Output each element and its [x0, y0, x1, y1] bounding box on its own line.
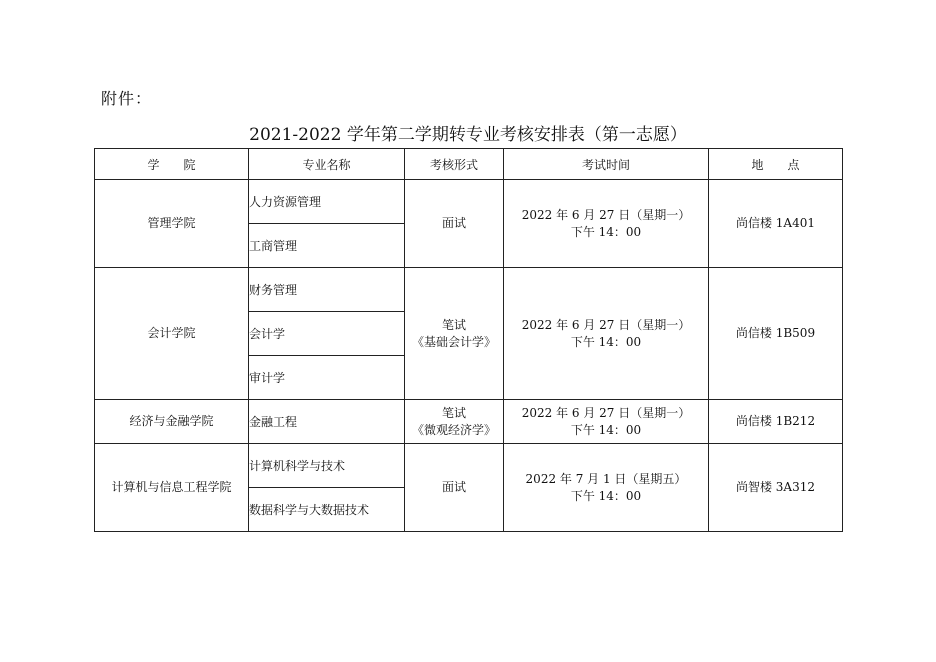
exam-form-cell: [405, 268, 504, 400]
table-header-row: [95, 149, 843, 180]
table-row: [95, 180, 843, 224]
exam-hour: 下午 14：00: [570, 488, 642, 503]
exam-form-text: 面试: [441, 216, 466, 230]
attachment-label: 附件：: [101, 89, 153, 108]
exam-form-cell: [405, 180, 504, 268]
exam-form-text: 面试: [441, 480, 466, 494]
major-cell: 审计学: [249, 356, 405, 400]
exam-hour: 下午 14：00: [570, 334, 642, 349]
major-cell: 人力资源管理: [249, 180, 405, 224]
header-major: 专业名称: [249, 149, 405, 180]
location-cell: 尚信楼 1A401: [709, 180, 843, 268]
major-cell: 数据科学与大数据技术: [249, 488, 405, 532]
exam-time-cell: [504, 400, 709, 444]
location-cell: 尚智楼 3A312: [709, 444, 843, 532]
exam-form-cell: [405, 444, 504, 532]
exam-date: 2022 年 6 月 27 日（星期一）: [521, 317, 691, 332]
major-cell: 会计学: [249, 312, 405, 356]
exam-form-cell: [405, 400, 504, 444]
table-row: [95, 400, 843, 444]
major-cell: 计算机科学与技术: [249, 444, 405, 488]
exam-hour: 下午 14：00: [570, 224, 642, 239]
exam-time-cell: [504, 444, 709, 532]
header-exam-time: 考试时间: [504, 149, 709, 180]
exam-form-text: 笔试: [441, 405, 466, 420]
major-cell: 财务管理: [249, 268, 405, 312]
table-row: [95, 268, 843, 312]
header-exam-form: 考核形式: [405, 149, 504, 180]
location-cell: 尚信楼 1B509: [709, 268, 843, 400]
header-college: 学 院: [95, 149, 249, 180]
major-cell: 金融工程: [249, 400, 405, 444]
location-cell: 尚信楼 1B212: [709, 400, 843, 444]
exam-subject: 《基础会计学》: [411, 334, 496, 349]
exam-hour: 下午 14：00: [570, 422, 642, 437]
major-cell: 工商管理: [249, 224, 405, 268]
college-cell: 会计学院: [95, 268, 249, 400]
exam-time-cell: [504, 268, 709, 400]
exam-time-cell: [504, 180, 709, 268]
college-cell: 管理学院: [95, 180, 249, 268]
exam-subject: 《微观经济学》: [411, 422, 496, 437]
exam-form-text: 笔试: [441, 317, 466, 332]
college-cell: 计算机与信息工程学院: [95, 444, 249, 532]
exam-date: 2022 年 7 月 1 日（星期五）: [525, 471, 687, 486]
table-row: [95, 444, 843, 488]
exam-date: 2022 年 6 月 27 日（星期一）: [521, 207, 691, 222]
exam-date: 2022 年 6 月 27 日（星期一）: [521, 405, 691, 420]
header-location: 地 点: [709, 149, 843, 180]
document-title: 2021-2022 学年第二学期转专业考核安排表（第一志愿）: [249, 125, 687, 145]
college-cell: 经济与金融学院: [95, 400, 249, 444]
exam-schedule-table: [94, 148, 843, 532]
